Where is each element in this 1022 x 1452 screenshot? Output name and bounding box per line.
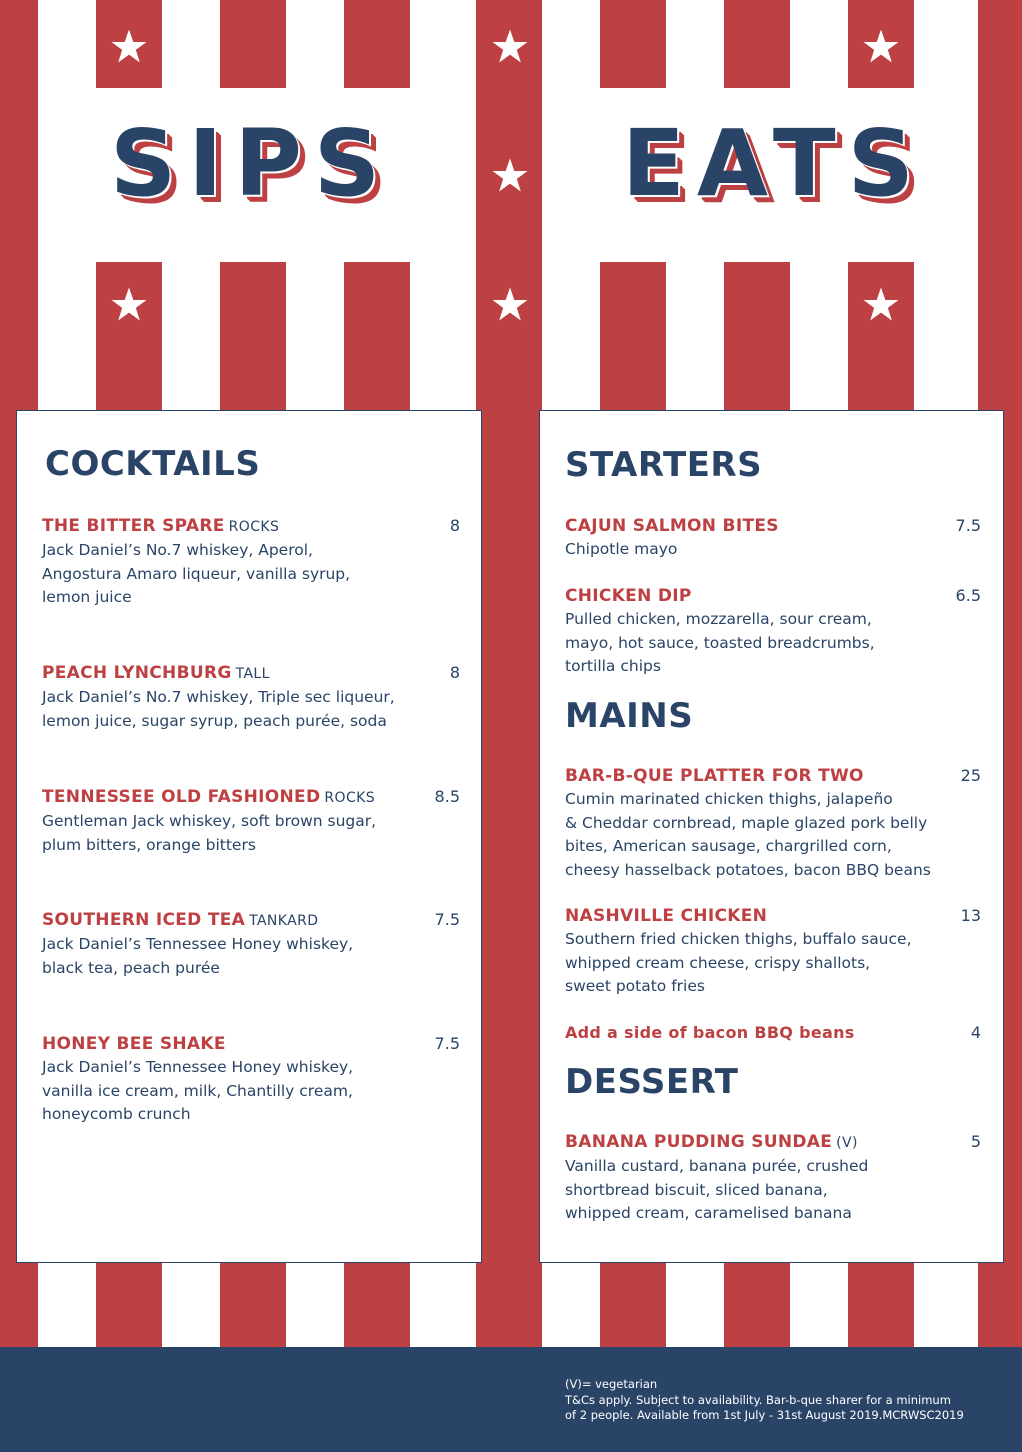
item-price: 8 [449, 516, 460, 535]
item-tag: (V) [836, 1135, 858, 1151]
item-tag: TALL [235, 666, 270, 682]
stripe [724, 262, 790, 422]
section-title-dessert: DESSERT [565, 1062, 739, 1102]
menu-item [42, 662, 460, 733]
item-name: CAJUN SALMON BITES [565, 516, 779, 536]
menu-item [565, 765, 981, 882]
stripe [220, 0, 286, 88]
item-tag: TANKARD [249, 913, 319, 929]
item-description: Jack Daniel’s Tennessee Honey whiskey, black tea, peach purée [42, 935, 354, 977]
menu-item [42, 786, 460, 857]
item-price: 5 [970, 1132, 981, 1151]
footer-bar [0, 1347, 1022, 1452]
item-price: 7.5 [434, 1034, 460, 1053]
menu-item [565, 1131, 981, 1226]
item-name: BANANA PUDDING SUNDAE [565, 1132, 833, 1152]
star-icon [109, 27, 149, 67]
menu-item [565, 515, 981, 562]
menu-item [42, 909, 460, 980]
item-description: Jack Daniel’s Tennessee Honey whiskey, vanilla ice cream, milk, Chantilly cream, honeycomb crunch [42, 1058, 354, 1123]
stripe [724, 0, 790, 88]
footer-line: T&Cs apply. Subject to availability. Bar-b-que sharer for a minimum [565, 1392, 951, 1407]
footer-line: of 2 people. Available from 1st July - 31st August 2019.MCRWSC2019 [565, 1408, 964, 1422]
item-price: 7.5 [955, 516, 981, 535]
stripe [476, 0, 542, 1347]
item-price: 8.5 [434, 787, 460, 806]
side-price: 4 [970, 1023, 981, 1042]
stripe [344, 0, 410, 88]
eats-heading: EATS [622, 110, 926, 217]
stripe [600, 1255, 666, 1347]
stripe [344, 1255, 410, 1347]
stripe [220, 262, 286, 422]
item-tag: ROCKS [324, 790, 375, 806]
item-name: CHICKEN DIP [565, 586, 692, 606]
item-description: Chipotle mayo [565, 540, 678, 558]
item-name: HONEY BEE SHAKE [42, 1034, 226, 1054]
star-icon [490, 156, 530, 196]
item-price: 13 [960, 906, 981, 925]
side-label: Add a side of bacon BBQ beans [565, 1023, 855, 1042]
stripe [96, 1255, 162, 1347]
stripe [724, 1255, 790, 1347]
stripe [344, 262, 410, 422]
side-item [565, 1022, 981, 1044]
item-name: TENNESSEE OLD FASHIONED [42, 787, 321, 807]
stripe [600, 262, 666, 422]
star-icon [861, 27, 901, 67]
section-title-mains: MAINS [565, 696, 694, 736]
star-icon [490, 285, 530, 325]
section-title-cocktails: COCKTAILS [45, 444, 261, 484]
stripe [220, 1255, 286, 1347]
sips-heading: SIPS [110, 110, 393, 217]
item-name: PEACH LYNCHBURG [42, 663, 232, 683]
star-icon [861, 285, 901, 325]
item-description: Gentleman Jack whiskey, soft brown sugar, plum bitters, orange bitters [42, 812, 377, 854]
menu-item [565, 905, 981, 999]
item-name: THE BITTER SPARE [42, 516, 225, 536]
item-description: Jack Daniel’s No.7 whiskey, Aperol, Angostura Amaro liqueur, vanilla syrup, lemon juice [42, 541, 351, 606]
item-name: BAR-B-QUE PLATTER FOR TWO [565, 766, 864, 786]
menu-item [42, 515, 460, 610]
item-description: Cumin marinated chicken thighs, jalapeño & Cheddar cornbread, maple glazed pork belly bites, American sausage, chargrilled corn, cheesy hasselback potatoes, bacon BBQ beans [565, 790, 931, 879]
star-icon [490, 27, 530, 67]
item-name: SOUTHERN ICED TEA [42, 910, 246, 930]
stripe [600, 0, 666, 88]
item-price: 7.5 [434, 910, 460, 929]
footer-notes [565, 1377, 1010, 1424]
footer-line: (V)= vegetarian [565, 1377, 658, 1391]
item-price: 25 [960, 766, 981, 785]
item-name: NASHVILLE CHICKEN [565, 906, 768, 926]
item-description: Pulled chicken, mozzarella, sour cream, mayo, hot sauce, toasted breadcrumbs, tortilla chips [565, 610, 875, 675]
item-price: 6.5 [955, 586, 981, 605]
item-tag: ROCKS [228, 519, 280, 535]
menu-item [565, 585, 981, 679]
star-icon [109, 285, 149, 325]
item-description: Jack Daniel’s No.7 whiskey, Triple sec liqueur, lemon juice, sugar syrup, peach purée, soda [42, 688, 395, 730]
item-price: 8 [449, 663, 460, 682]
item-description: Vanilla custard, banana purée, crushed shortbread biscuit, sliced banana, whipped cream, caramelised banana [565, 1157, 869, 1222]
item-description: Southern fried chicken thighs, buffalo sauce, whipped cream cheese, crispy shallots, sweet potato fries [565, 930, 912, 995]
section-title-starters: STARTERS [565, 445, 763, 485]
menu-item [42, 1033, 460, 1127]
stripe [848, 1255, 914, 1347]
